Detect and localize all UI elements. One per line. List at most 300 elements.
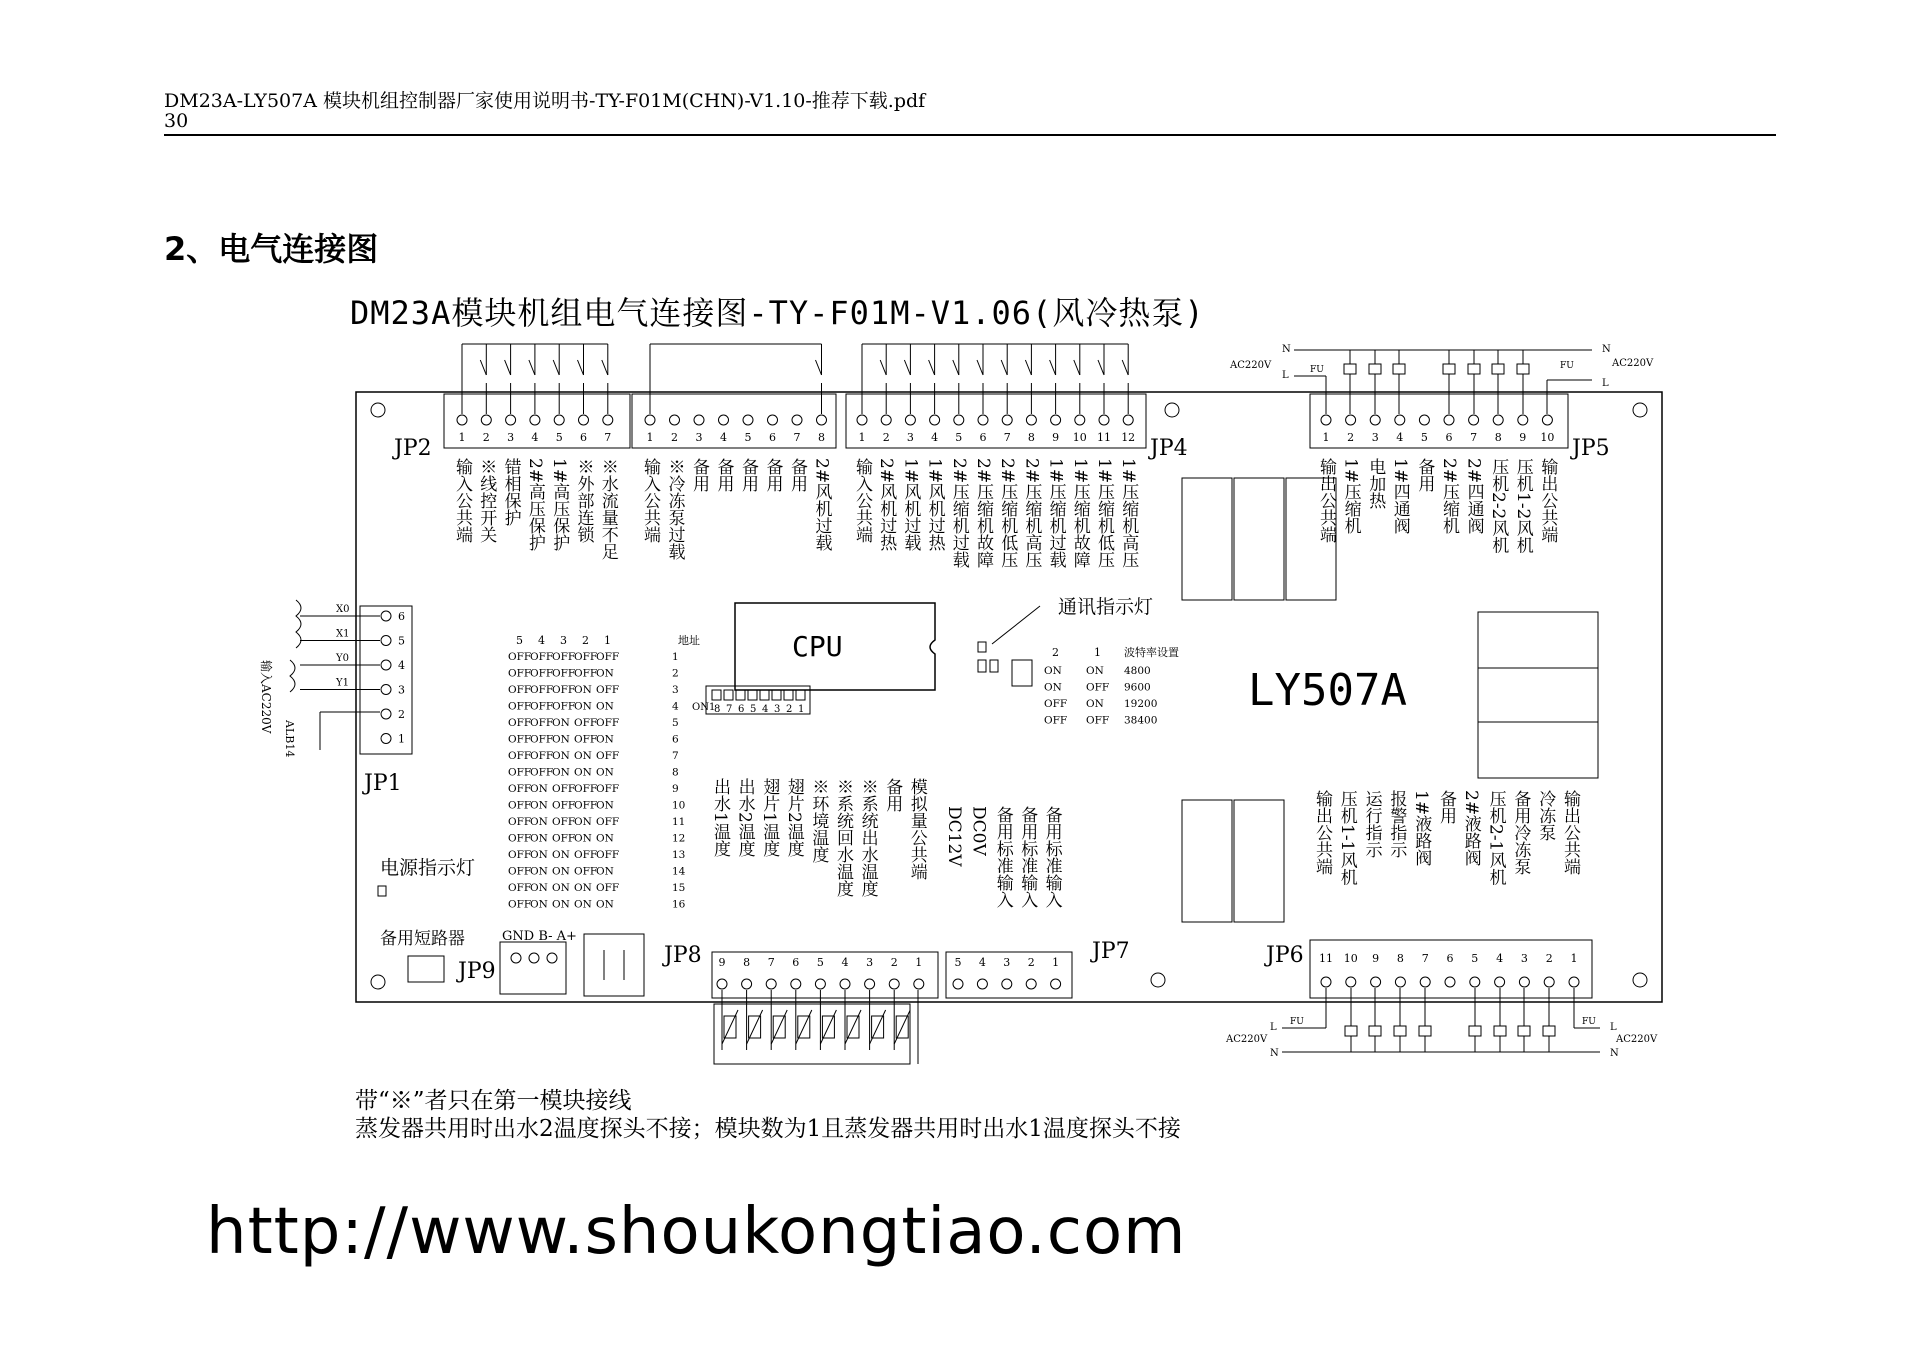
website-url: http://www.shoukongtiao.com [206, 1195, 1187, 1269]
mounting-hole [1151, 973, 1165, 987]
jp3-label: ※冷冻泵过载 [664, 458, 685, 560]
address-table-cell: ON [530, 865, 548, 878]
baud-table-cell: ON [1044, 681, 1062, 694]
jp3-pin-number: 6 [769, 431, 776, 444]
comm-led-leader [992, 606, 1040, 644]
address-table-cell: ON [574, 816, 592, 828]
jp6-pin-number: 8 [1396, 952, 1404, 965]
jp6-terminal [1310, 940, 1592, 998]
jp7-label: JP7 [1092, 939, 1130, 964]
address-table-cell: OFF [596, 750, 620, 762]
address-table-cell: OFF [508, 783, 532, 795]
address-table-cell: 15 [672, 882, 686, 894]
jp7-pin [1026, 979, 1036, 989]
jp5-n-label: N [1602, 344, 1611, 355]
dip-key [736, 690, 745, 700]
dip-number: 3 [774, 704, 781, 715]
switch-contact [1098, 360, 1104, 375]
jp3-pin [694, 415, 704, 425]
baud-table-cell: OFF [1044, 698, 1068, 710]
address-table-cell: 7 [672, 750, 679, 762]
jp4-pin [905, 415, 915, 425]
jp6-pin [1321, 977, 1331, 987]
jp1-pin-number: 5 [398, 634, 405, 648]
jp4-pin-number: 10 [1072, 431, 1087, 444]
address-table-cell: OFF [552, 783, 576, 795]
jp1-pin [381, 660, 391, 670]
dip-number: 2 [786, 704, 793, 715]
address-table-cell: ON [574, 700, 592, 713]
board-model: LY507A [1248, 665, 1407, 716]
load-coil [1369, 364, 1381, 374]
address-table-cell: OFF [596, 783, 620, 795]
baud-jumper [1012, 660, 1032, 686]
jp4-pin [1099, 415, 1109, 425]
jp2-pin [506, 415, 516, 425]
jp5-label: 1#压缩机 [1340, 458, 1361, 535]
top-terminal-pins [457, 415, 1554, 444]
baud-table-cell: OFF [1086, 681, 1110, 694]
jp7-label: 备用标准输入 [992, 806, 1013, 908]
address-table-cell: OFF [508, 832, 532, 845]
address-table-cell: ON [552, 750, 570, 762]
jp3-pin [719, 415, 729, 425]
address-table-cell: OFF [530, 733, 554, 746]
address-table-cell: ON [552, 766, 570, 779]
jp8-pin-number: 1 [915, 956, 923, 969]
jp1-pin-number: 4 [398, 659, 405, 672]
jp8-pin-number: 7 [767, 956, 775, 969]
jp5-pin [1493, 415, 1503, 425]
address-table-cell: OFF [552, 816, 576, 828]
jp2-label: 1#高压保护 [549, 458, 570, 552]
jp6-label: 1#液路阀 [1411, 790, 1432, 867]
power-led [378, 886, 386, 896]
jp3-terminal [632, 394, 836, 448]
dip-key [784, 690, 793, 700]
jp6-l-label: L [1270, 1022, 1277, 1033]
address-table-header: 2 [582, 634, 589, 647]
jp3-pin [670, 415, 680, 425]
address-table-cell: ON [552, 733, 570, 746]
jp1-signal: Y0 [336, 653, 349, 664]
address-table-cell: OFF [530, 717, 554, 729]
address-table-cell: OFF [508, 667, 532, 680]
dip-number: 7 [726, 704, 733, 715]
switch-contact [1122, 360, 1128, 375]
jp3-pin-number: 5 [744, 431, 752, 444]
mounting-hole [1165, 403, 1179, 417]
switch-contact [977, 360, 983, 375]
address-table-cell: ON [596, 865, 614, 878]
jp2-pin [554, 415, 564, 425]
jp1-pin [381, 685, 391, 695]
jp2-pin-number: 4 [531, 431, 539, 444]
jp4-label: 2#压缩机过载 [948, 458, 969, 569]
jp6-pin [1346, 977, 1356, 987]
address-table-cell: ON [530, 832, 548, 845]
jp5-label: 压机2-2风机 [1488, 458, 1509, 554]
address-table-header: 3 [560, 634, 567, 647]
comm-led [978, 642, 986, 652]
comm-led [978, 660, 986, 672]
jp6-l-label: L [1610, 1022, 1617, 1033]
address-table-cell: 6 [672, 733, 679, 746]
jp6-pin [1569, 977, 1579, 987]
temperature-sensors [714, 990, 918, 1064]
address-table-cell: OFF [596, 849, 620, 861]
jp6-pin [1445, 977, 1455, 987]
jp4-pin-number: 1 [858, 431, 866, 444]
jp5-pin [1542, 415, 1552, 425]
section-heading: 2、电气连接图 [164, 230, 379, 268]
address-table-cell: 16 [672, 898, 686, 911]
sensor-block [714, 1004, 910, 1064]
switch-contact [505, 360, 511, 375]
input-switches [462, 344, 1128, 414]
jp3-pin [743, 415, 753, 425]
address-table-cell: OFF [552, 832, 576, 845]
jp3-pin-number: 1 [646, 431, 654, 444]
address-table-cell: OFF [596, 684, 620, 696]
baud-table-cell: ON [1044, 665, 1062, 677]
address-table-cell: ON [596, 799, 614, 812]
jp3-pin [645, 415, 655, 425]
jp3-pin-number: 2 [671, 431, 678, 444]
jp6-label: 2#液路阀 [1460, 790, 1481, 867]
dip-key [712, 690, 721, 700]
jp3-label: 备用 [713, 458, 734, 492]
jp5-label: 输出公共端 [1537, 458, 1558, 543]
address-table-cell: OFF [552, 700, 576, 713]
jp2-pin-number: 2 [482, 431, 490, 444]
jp3-pin [792, 415, 802, 425]
address-table [508, 633, 700, 911]
switch-contact [880, 360, 886, 375]
jp5-fuse-label: FU [1310, 365, 1324, 375]
address-table-cell: ON [596, 898, 614, 911]
comm-led [990, 660, 998, 672]
jp1-input-label: 输入AC220V [259, 660, 273, 734]
load-coil [1468, 364, 1480, 374]
jp8-label: ※环境温度 [808, 778, 829, 863]
address-table-cell: ON [574, 684, 592, 696]
jp6-pin [1395, 977, 1405, 987]
address-table-cell: OFF [508, 882, 532, 894]
jp3-pin [817, 415, 827, 425]
jp7-pin-number: 3 [1003, 956, 1011, 969]
dip-key [760, 690, 769, 700]
address-table-cell: OFF [552, 799, 576, 812]
jp8-label: 备用 [882, 778, 903, 812]
jp5-pin [1518, 415, 1528, 425]
address-table-cell: OFF [552, 684, 576, 696]
jp5-pin [1321, 415, 1331, 425]
mounting-hole [371, 403, 385, 417]
jp4-pin [1123, 415, 1133, 425]
jp8-pin [865, 979, 875, 989]
jp5-label: JP5 [1572, 436, 1610, 461]
address-table-cell: ON [596, 766, 614, 779]
jp3-pin-number: 8 [818, 431, 825, 444]
jp6-pin [1495, 977, 1505, 987]
jp1-pins [290, 600, 405, 750]
jp5-fuse-label: FU [1560, 361, 1574, 371]
jp5-pin-number: 9 [1519, 431, 1527, 444]
jp6-pin-number: 4 [1496, 952, 1504, 965]
baud-table-cell: 9600 [1124, 681, 1151, 694]
dip-number: 6 [738, 704, 745, 715]
jp4-pin-number: 11 [1097, 431, 1111, 444]
jp5-pin-number: 10 [1540, 431, 1555, 444]
address-table-cell: ON [574, 750, 592, 762]
jp4-label: 2#压缩机故障 [973, 458, 993, 569]
address-table-cell: OFF [552, 651, 576, 663]
jp4-pin [978, 415, 988, 425]
load-coil [1369, 1026, 1381, 1036]
address-table-cell: 11 [672, 816, 686, 828]
jp8-pin [742, 979, 752, 989]
jp6-pin [1519, 977, 1529, 987]
address-table-cell: 2 [672, 667, 679, 680]
jp6-fuse-label: FU [1582, 1017, 1596, 1027]
jp3-pin-number: 4 [720, 431, 727, 444]
jp2-label: 输入公共端 [452, 458, 472, 543]
address-table-cell: ON [596, 733, 614, 746]
bottom-terminal-pins [717, 952, 1579, 989]
address-table-cell: OFF [508, 651, 532, 663]
jp2-label: ※线控开关 [476, 458, 497, 543]
mounting-hole [371, 975, 385, 989]
dip-number: 4 [762, 704, 769, 715]
mounting-hole [1633, 403, 1647, 417]
jp3-label: 输入公共端 [640, 458, 660, 543]
baud-table-cell: OFF [1086, 714, 1110, 727]
switch-contact [529, 360, 535, 375]
address-table-cell: OFF [508, 766, 532, 779]
jp3-label: 备用 [787, 458, 807, 492]
jp4-pin [954, 415, 964, 425]
page-number: 30 [164, 110, 189, 132]
jp6-pin [1371, 977, 1381, 987]
jp4-pin-number: 5 [955, 431, 963, 444]
jp1-signal: X0 [336, 604, 350, 615]
jp6-pin-number: 10 [1343, 952, 1358, 965]
address-table-cell: OFF [530, 700, 554, 713]
baud-table-cell: ON [1086, 665, 1104, 677]
jp3-label: 备用 [738, 458, 758, 492]
jp2-pin-number: 3 [507, 431, 515, 444]
connector-block [584, 934, 644, 996]
jp5-ac-label: AC220V [1612, 358, 1654, 369]
address-table-cell: OFF [508, 799, 532, 812]
jp4-label: 1#压缩机高压 [1118, 458, 1139, 569]
jp4-pin-number: 7 [1003, 431, 1011, 444]
jp4-label: 1#压缩机低压 [1094, 458, 1114, 569]
address-table-cell: OFF [530, 667, 554, 680]
dip-number: 8 [714, 704, 721, 715]
switch-contact [904, 360, 910, 375]
jp2-pin-number: 6 [580, 431, 587, 444]
jp4-label: 输入公共端 [852, 458, 872, 543]
jp8-label: 出水1温度 [710, 778, 730, 857]
address-table-cell: OFF [596, 816, 620, 828]
jp5-pin-number: 2 [1347, 431, 1355, 444]
load-coil [1393, 364, 1405, 374]
address-table-cell: OFF [508, 684, 532, 696]
jp4-pin-number: 12 [1121, 431, 1136, 444]
address-table-cell: 4 [672, 700, 679, 713]
address-table-cell: ON [530, 816, 548, 828]
jp8-pin-number: 5 [816, 956, 824, 969]
jp6-label: 备用 [1436, 790, 1456, 824]
address-table-cell: OFF [530, 684, 554, 696]
jp4-pin-number: 9 [1052, 431, 1060, 444]
jp2-pin [579, 415, 589, 425]
address-table-cell: 13 [672, 849, 686, 861]
jp6-label: 冷冻泵 [1535, 790, 1556, 841]
jp3-pin-number: 3 [695, 431, 703, 444]
switch-contact [1025, 360, 1031, 375]
address-table-cell: OFF [508, 816, 532, 828]
jp4-pin [1075, 415, 1085, 425]
jp5-label: 电加热 [1365, 458, 1386, 509]
jp2-pin [603, 415, 613, 425]
jp6-label: 压机1-1风机 [1336, 790, 1357, 886]
baud-table-header: 2 [1052, 646, 1059, 659]
jp4-pin [930, 415, 940, 425]
baud-table-cell: 38400 [1124, 714, 1158, 727]
jp5-label: 备用 [1414, 458, 1435, 492]
jp4-pin-number: 6 [979, 431, 987, 444]
address-table-cell: OFF [530, 651, 554, 663]
jp5-pin-number: 6 [1445, 431, 1453, 444]
jp6-pin-number: 5 [1471, 952, 1479, 965]
dip-key [796, 690, 805, 700]
load-coil [1469, 1026, 1481, 1036]
jp1-pin-number: 6 [398, 610, 405, 623]
jp5-label: 1#四通阀 [1389, 458, 1410, 535]
jp7-label: 备用标准输入 [1041, 806, 1062, 908]
address-table-cell: ON [596, 700, 614, 713]
load-coil [1543, 1026, 1555, 1036]
switch-contact [480, 360, 486, 375]
jp8-label: 翅片2温度 [783, 778, 804, 857]
address-table-cell: ON [596, 832, 614, 845]
jp4-label: 1#风机过热 [924, 458, 945, 552]
jp8-label: 翅片1温度 [759, 778, 780, 857]
switch-contact [953, 360, 959, 375]
baud-table-cell: 4800 [1124, 665, 1151, 677]
address-table-cell: ON [552, 865, 570, 878]
baud-table-cell: OFF [1044, 714, 1068, 727]
address-table-cell: 9 [672, 783, 679, 795]
address-table-cell: OFF [574, 849, 598, 861]
jp5-label: 输出公共端 [1316, 458, 1336, 543]
jp9-label: JP9 [458, 959, 496, 984]
jp8-pin [840, 979, 850, 989]
jp1-pin [381, 734, 391, 744]
switch-contact [929, 360, 935, 375]
address-table-cell: 1 [672, 651, 679, 663]
jp4-pin-number: 4 [931, 431, 939, 444]
jp7-pin-number: 2 [1027, 956, 1035, 969]
jp9-terminal [500, 942, 566, 994]
address-table-cell: OFF [508, 750, 532, 762]
jp5-pin [1469, 415, 1479, 425]
load-coil [1394, 1026, 1406, 1036]
jp2-label: 2#高压保护 [524, 458, 545, 552]
address-table-cell: OFF [596, 882, 620, 894]
load-coil [1344, 364, 1356, 374]
jp2-pin [457, 415, 467, 425]
jp7-label: DC0V [968, 806, 989, 856]
jp6-pin-number: 7 [1421, 952, 1429, 965]
address-table-cell: OFF [574, 667, 598, 680]
jp8-pin [717, 979, 727, 989]
jp8-pin [766, 979, 776, 989]
load-coil [1492, 364, 1504, 374]
jp4-label: 1#压缩机故障 [1069, 458, 1090, 569]
dip-key [748, 690, 757, 700]
jp6-pin-number: 1 [1570, 952, 1578, 965]
jp8-pin-number: 2 [890, 956, 898, 969]
jp6-label: 输出公共端 [1560, 790, 1580, 875]
jp6-pin-number: 3 [1520, 952, 1528, 965]
load-coil [1345, 1026, 1357, 1036]
jp1-pin [381, 709, 391, 719]
jp2-pin-number: 1 [458, 431, 466, 444]
jp5-label: 2#四通阀 [1463, 458, 1484, 535]
address-table-cell: ON [574, 898, 592, 911]
address-table-header: 地址 [678, 634, 700, 647]
jp3-label: 2#风机过载 [811, 458, 832, 552]
jp6-ac-label: AC220V [1226, 1034, 1268, 1045]
address-table-cell: ON [574, 832, 592, 845]
jp5-label: 压机1-2风机 [1512, 458, 1533, 554]
address-table-cell: OFF [508, 898, 532, 911]
jp4-pin-number: 2 [882, 431, 890, 444]
address-table-cell: OFF [552, 667, 576, 680]
jp6-pin [1470, 977, 1480, 987]
address-table-cell: OFF [574, 799, 598, 812]
jp1-alb-label: ALB14 [283, 720, 296, 758]
switch-contact [578, 360, 584, 375]
jp1-label: JP1 [364, 771, 402, 796]
dip-number: 5 [750, 704, 757, 715]
jp6-pin-number: 2 [1545, 952, 1553, 965]
note-line-1: 带“※”者只在第一模块接线 [355, 1088, 632, 1114]
address-table-cell: OFF [530, 750, 554, 762]
address-table-cell: OFF [596, 651, 620, 663]
jp5-pin-number: 5 [1420, 431, 1428, 444]
jp6-label: 输出公共端 [1312, 790, 1332, 875]
diagram-title: DM23A模块机组电气连接图-TY-F01M-V1.06(风冷热泵) [350, 294, 1205, 332]
jp6-pin-number: 9 [1372, 952, 1380, 965]
dip-key [772, 690, 781, 700]
jp8-pin-number: 6 [792, 956, 800, 969]
jp3-pin-number: 7 [793, 431, 801, 444]
jp8-label: 模拟量公共端 [906, 778, 927, 880]
load-coil [1419, 1026, 1431, 1036]
address-table-cell: OFF [508, 700, 532, 713]
jp7-label: 备用标准输入 [1017, 806, 1038, 908]
jp1-pin-number: 2 [398, 708, 405, 721]
address-table-cell: 3 [672, 684, 679, 696]
jp4-label: 2#风机过热 [876, 458, 897, 552]
jp6-fuse-label: FU [1290, 1017, 1304, 1027]
address-table-cell: OFF [574, 733, 598, 746]
